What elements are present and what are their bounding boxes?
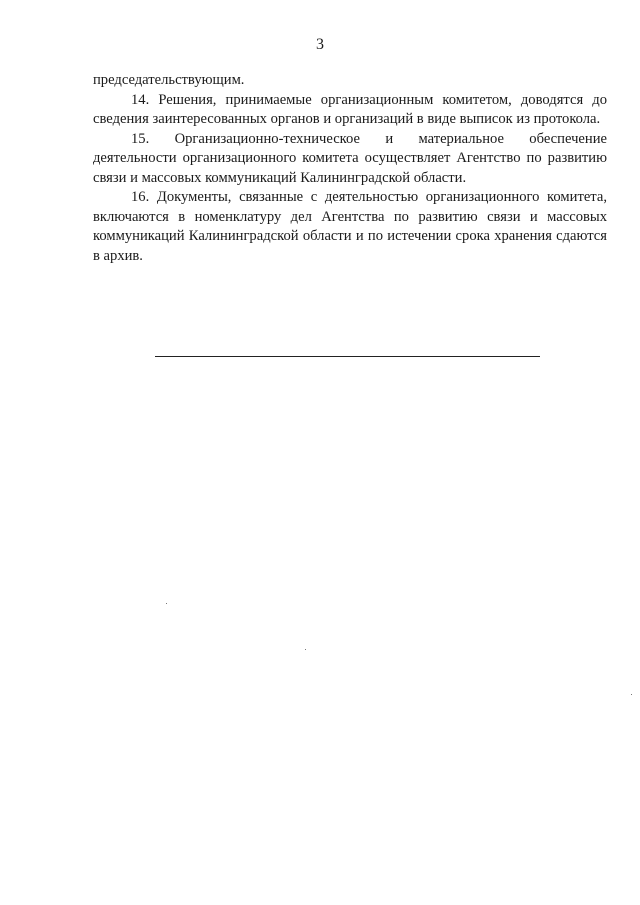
- paragraph-item-15: 15. Организационно-техническое и материальное обеспечение деятельности организационного комитета осуществляет Агентство по развитию связи и массовых коммуникаций Калининградской области.: [93, 130, 607, 186]
- paragraph-item-14: 14. Решения, принимаемые организационным комитетом, доводятся до сведения заинтересованных органов и организаций в виде выписок из протокола.: [93, 91, 607, 127]
- scan-speck: [631, 694, 632, 695]
- document-body: [93, 71, 607, 266]
- paragraph-continuation: председательствующим.: [93, 72, 245, 88]
- paragraph-item-16: 16. Документы, связанные с деятельностью организационного комитета, включаются в номенклатуру дел Агентства по развитию связи и массовых коммуникаций Калининградской области и по истечении срока хранения сдаются в архив.: [93, 189, 607, 264]
- page-number: 3: [316, 36, 324, 53]
- end-of-text-divider: [155, 356, 540, 357]
- scan-speck: [305, 649, 306, 650]
- scan-speck: [166, 603, 167, 604]
